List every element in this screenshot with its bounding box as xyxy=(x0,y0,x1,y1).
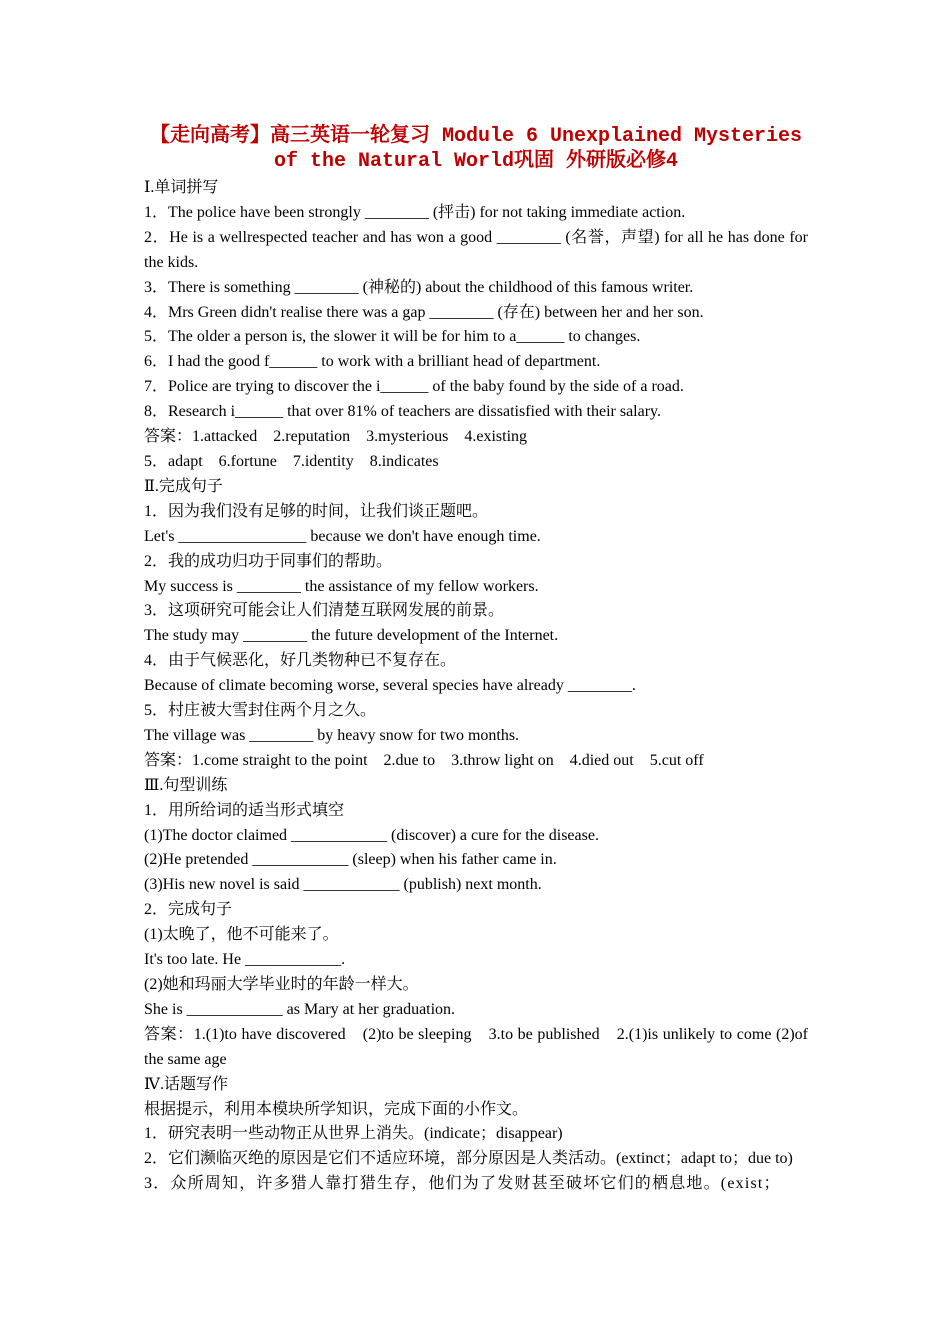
question-line: My success is ________ the assistance of my fellow workers. xyxy=(144,577,539,595)
question-line: 1．用所给词的适当形式填空 xyxy=(144,801,345,819)
document-title xyxy=(144,124,808,174)
question-line: (1)太晚了，他不可能来了。 xyxy=(144,926,339,944)
answer-line: 答案：1.attacked 2.reputation 3.mysterious 4.existing xyxy=(144,428,528,446)
question-line: 5．The older a person is, the slower it will be for him to a______ to changes. xyxy=(144,328,641,346)
question-line: She is ____________ as Mary at her graduation. xyxy=(144,1000,456,1018)
question-line: The study may ________ the future development of the Internet. xyxy=(144,627,559,645)
question-line: 3．众所周知，许多猎人靠打猎生存，他们为了发财甚至破坏它们的栖息地。(exist； xyxy=(144,1175,781,1193)
title-line-1: 【走向高考】高三英语一轮复习 Module 6 Unexplained Mysteries xyxy=(149,125,803,148)
question-line: 1．The police have been strongly ________ (抨击) for not taking immediate action. xyxy=(144,203,686,221)
question-line: (1)The doctor claimed ____________ (discover) a cure for the disease. xyxy=(144,826,599,844)
section-4-heading: Ⅳ.话题写作 xyxy=(144,1075,228,1093)
question-line: 3．There is something ________ (神秘的) about the childhood of this famous writer. xyxy=(144,278,694,296)
question-line: 1．因为我们没有足够的时间，让我们谈正题吧。 xyxy=(144,502,489,520)
question-line: 4．Mrs Green didn't realise there was a gap ________ (存在) between her and her son. xyxy=(144,303,704,321)
question-line: 3．这项研究可能会让人们清楚互联网发展的前景。 xyxy=(144,602,505,620)
question-line: 2．它们濒临灭绝的原因是它们不适应环境，部分原因是人类活动。(extinct；adapt to；due to) xyxy=(144,1150,793,1168)
question-line: 1．研究表明一些动物正从世界上消失。(indicate；disappear) xyxy=(144,1125,563,1143)
answer-line: 答案：1.(1)to have discovered (2)to be sleeping 3.to be published 2.(1)is unlikely to come (2)of the same age xyxy=(144,1025,808,1068)
question-line: (2)她和玛丽大学毕业时的年龄一样大。 xyxy=(144,976,419,993)
question-line: The village was ________ by heavy snow for two months. xyxy=(144,726,520,744)
question-line: 5．村庄被大雪封住两个月之久。 xyxy=(144,702,377,720)
question-line: 4．由于气候恶化，好几类物种已不复存在。 xyxy=(144,652,457,670)
section-3-heading: Ⅲ.句型训练 xyxy=(144,776,228,794)
document-page xyxy=(144,124,808,1197)
section-2-heading: Ⅱ.完成句子 xyxy=(144,477,223,495)
instruction-line: 根据提示，利用本模块所学知识，完成下面的小作文。 xyxy=(144,1100,529,1118)
question-line: 2．完成句子 xyxy=(144,901,233,919)
question-line: 8．Research i______ that over 81% of teachers are dissatisfied with their salary. xyxy=(144,403,662,421)
answer-line: 答案：1.come straight to the point 2.due to 3.throw light on 4.died out 5.cut off xyxy=(144,751,704,769)
question-line: Because of climate becoming worse, several species have already ________. xyxy=(144,677,636,695)
question-line: (3)His new novel is said ____________ (publish) next month. xyxy=(144,876,542,894)
question-line: (2)He pretended ____________ (sleep) when his father came in. xyxy=(144,851,557,869)
question-line: 7．Police are trying to discover the i______ of the baby found by the side of a road. xyxy=(144,378,684,396)
answer-line: 5．adapt 6.fortune 7.identity 8.indicates xyxy=(144,452,439,470)
title-line-2: of the Natural World巩固 外研版必修4 xyxy=(273,150,679,173)
question-line: 6．I had the good f______ to work with a brilliant head of department. xyxy=(144,353,601,371)
question-line: It's too late. He ____________. xyxy=(144,951,346,969)
question-line: 2．He is a wellrespected teacher and has won a good ________ (名誉，声望) for all he has done for the kids. xyxy=(144,228,808,271)
question-line: 2．我的成功归功于同事们的帮助。 xyxy=(144,552,393,570)
question-line: Let's ________________ because we don't have enough time. xyxy=(144,527,541,545)
section-1-heading: Ⅰ.单词拼写 xyxy=(144,179,219,196)
